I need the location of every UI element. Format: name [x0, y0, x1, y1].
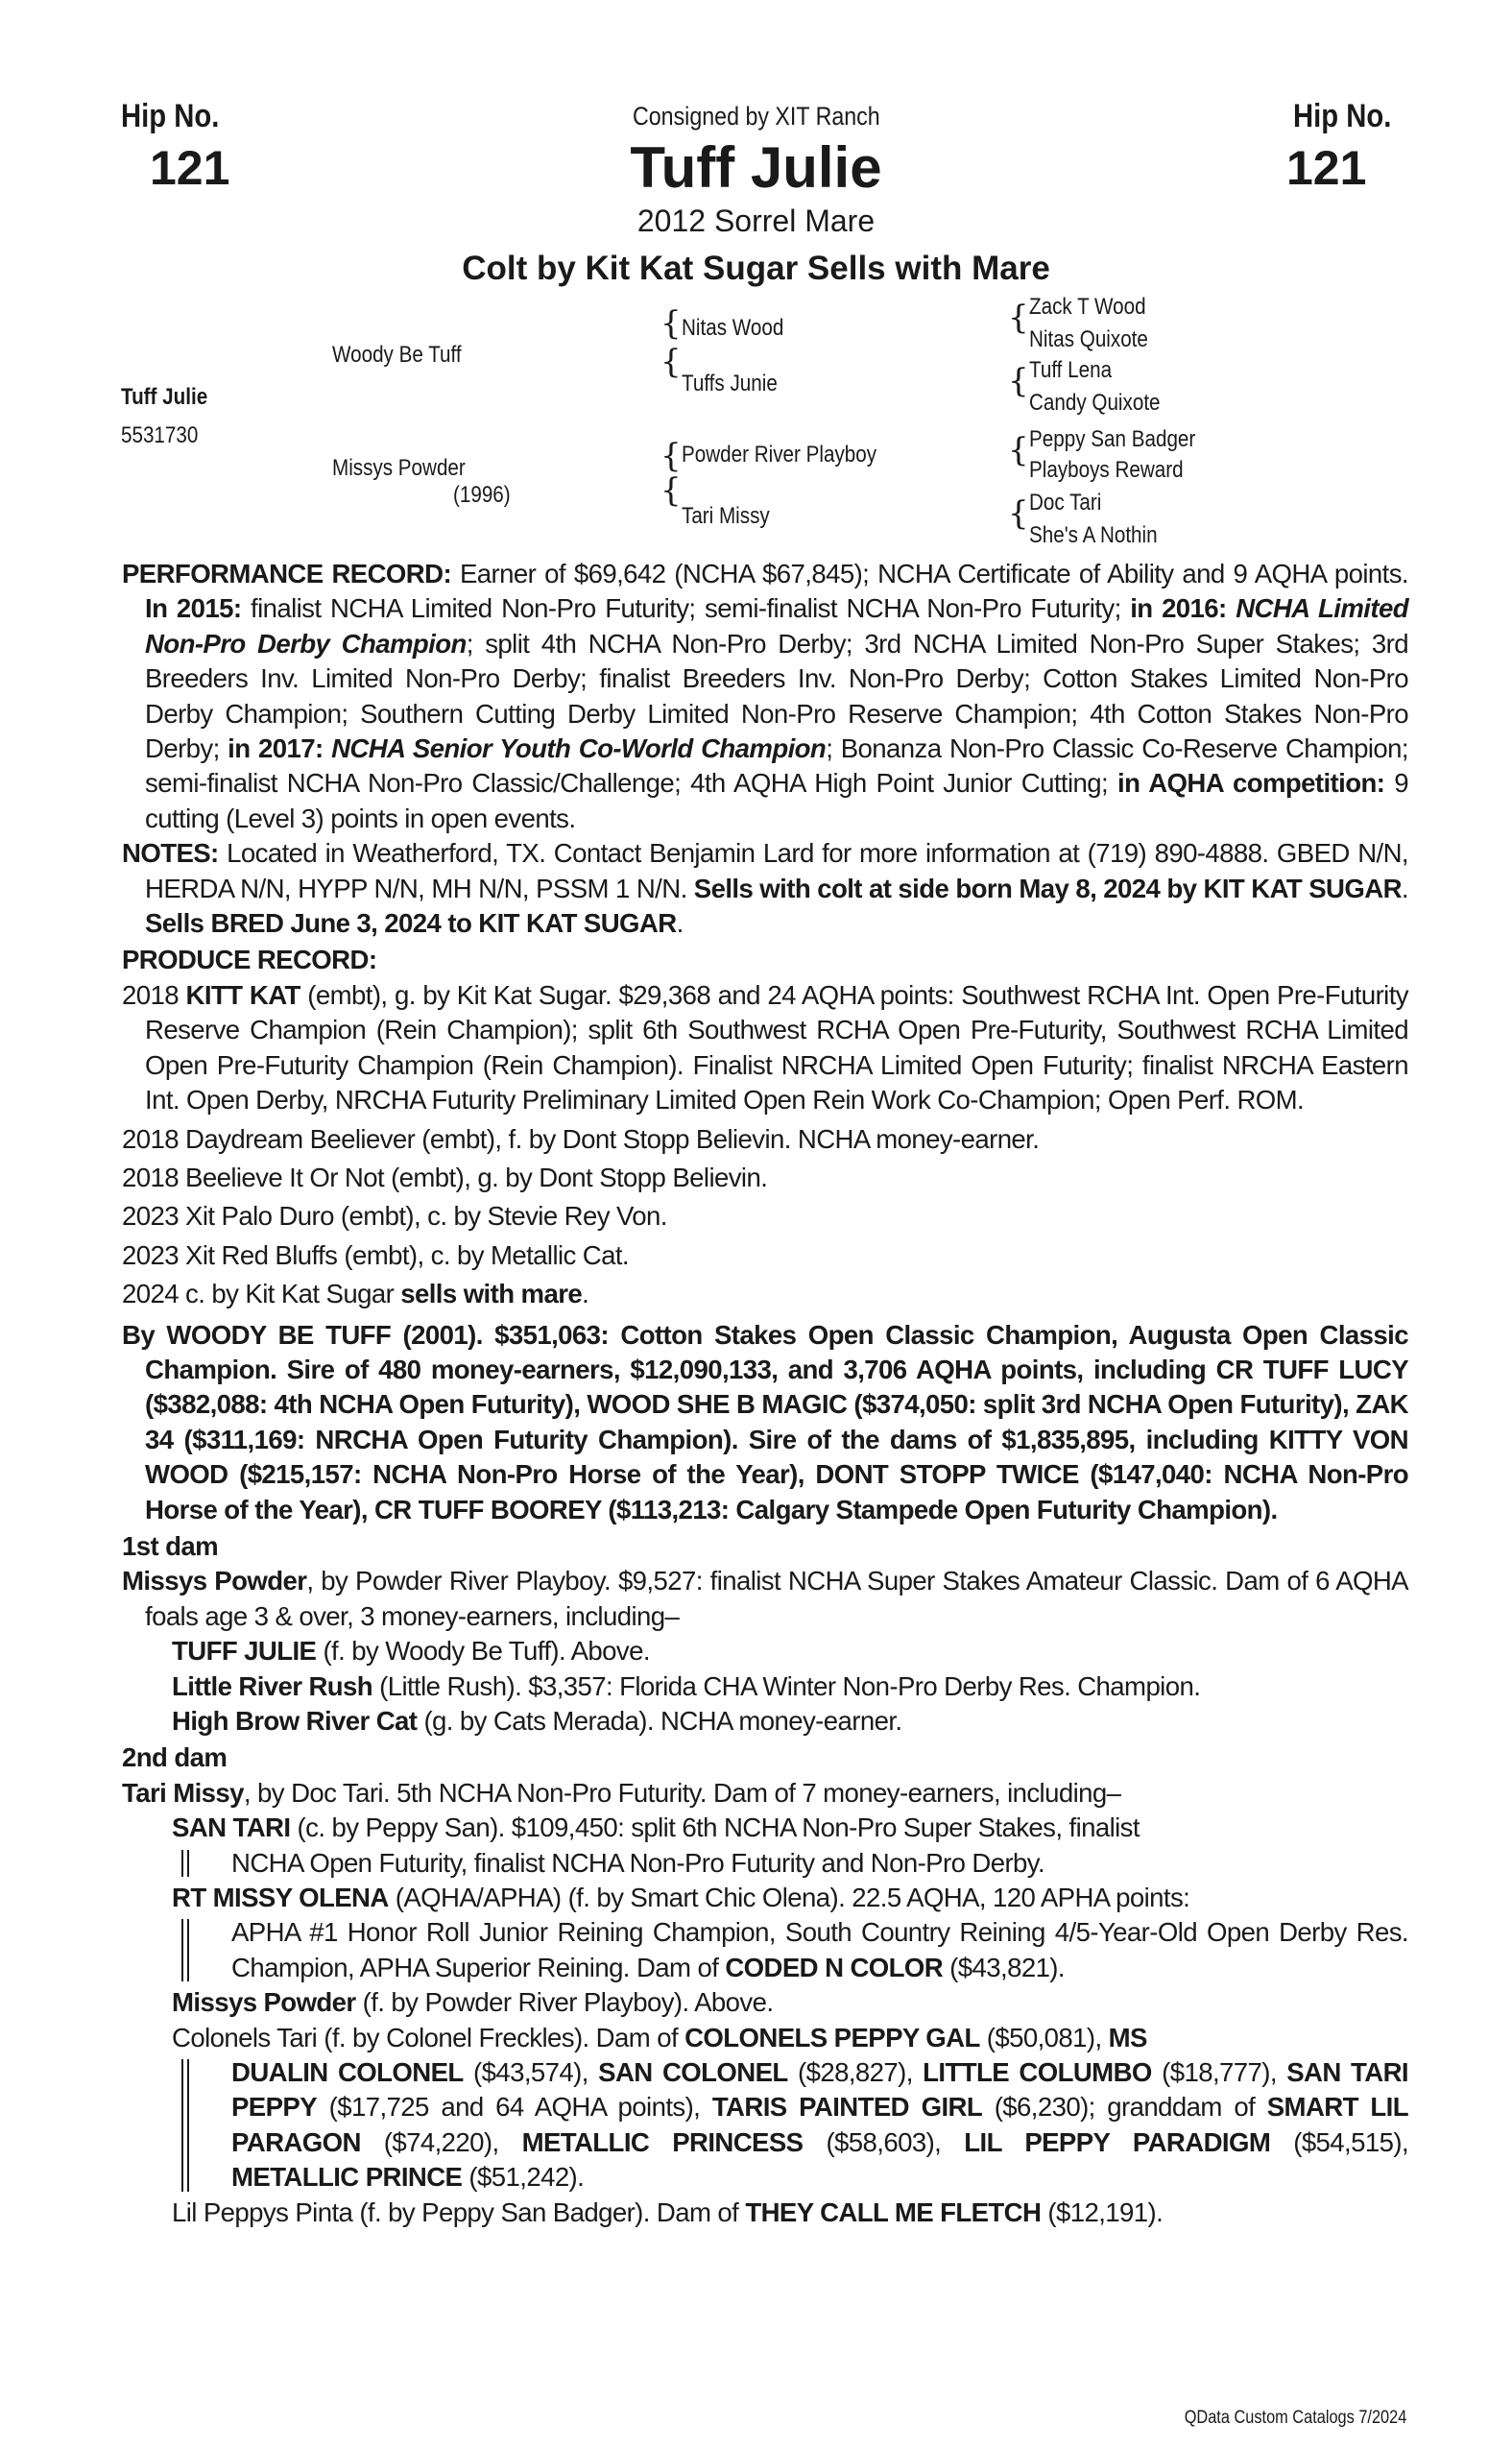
hip-number-right: 121: [1286, 141, 1367, 195]
produce-year: 2018: [122, 979, 186, 1010]
notes-sells-bred: Sells BRED June 3, 2024 to KIT KAT SUGAR: [145, 908, 677, 939]
offspring-name: SAN TARI: [172, 1812, 291, 1843]
performance-text-5: 9 cutting (Level 3) points in open events.: [145, 768, 1408, 833]
offspring-text: (f. by Woody Be Tuff). Above.: [316, 1636, 650, 1667]
notes-colt-at-side: Sells with colt at side born May 8, 2024 by KIT KAT SUGAR: [693, 873, 1402, 903]
offspring-text: ($51,242).: [462, 2162, 585, 2193]
pedigree-sire-dam: Tuffs Junie: [682, 371, 778, 396]
performance-2017: in 2017:: [228, 733, 324, 764]
offspring-row: [122, 2196, 1408, 2230]
performance-record: [122, 557, 1408, 836]
brace-g1: {: [1008, 299, 1029, 337]
notes-text-2: .: [1401, 873, 1408, 903]
offspring-text: (c. by Peppy San). $109,450: split 6th NCHA Non-Pro Super Stakes, finalist: [290, 1812, 1140, 1843]
pedigree-g4: Candy Quixote: [1029, 390, 1161, 416]
performance-aqha: in AQHA competition:: [1117, 768, 1385, 799]
performance-2016-highlight: NCHA Limited Non-Pro Derby Champion: [145, 593, 1408, 659]
offspring-continuation: [122, 1846, 1408, 1881]
offspring-text: ($43,574),: [463, 2057, 599, 2088]
offspring-text: (g. by Cats Merada). NCHA money-earner.: [417, 1706, 902, 1736]
offspring-text: ($43,821).: [943, 1952, 1065, 1982]
first-dam-label: 1st dam: [122, 1530, 219, 1561]
offspring-name: TUFF JULIE: [172, 1636, 317, 1667]
pedigree-g6: Playboys Reward: [1029, 457, 1184, 483]
notes-text-3: .: [676, 908, 684, 939]
offspring-name: LITTLE COLUMBO: [923, 2057, 1152, 2088]
produce-text: (embt), g. by Kit Kat Sugar. $29,368 and 24 AQHA points: Southwest RCHA Int. Open Pre-Futurity Reserve Champion (Rein Champion); split 6th Southwest RCHA Open Pre-Futurity, Southwest RCHA Limited Open Pre-Futurity Champion (Rein Champion). Finalist NRCHA Limited Open Futurity; finalist NRCHA Eastern Int. Open Derby, NRCHA Futurity Preliminary Limited Open Rein Work Co-Champion; Open Perf. ROM.: [145, 979, 1408, 1116]
offspring-row: [122, 1634, 1408, 1668]
offspring-text: (AQHA/APHA) (f. by Smart Chic Olena). 22.5 AQHA, 120 APHA points:: [388, 1883, 1190, 1913]
performance-text-3: ; split 4th NCHA Non-Pro Derby; 3rd NCHA Limited Non-Pro Super Stakes; 3rd Breeders Inv. Limited Non-Pro Derby; finalist Breeders Inv. Non-Pro Derby; Cotton Stakes Limited Non-Pro Derby Champion; Southern Cutting Derby Limited Non-Pro Reserve Champion; 4th Cotton Stakes Non-Pro Derby;: [145, 628, 1408, 764]
offspring-text: (f. by Powder River Playboy). Above.: [355, 1987, 774, 2018]
produce-name: KITT KAT: [185, 979, 300, 1010]
performance-text-1: Earner of $69,642 (NCHA $67,845); NCHA Certificate of Ability and 9 AQHA points.: [451, 559, 1408, 588]
generation-bars: [172, 2055, 231, 2196]
second-dam-text: , by Doc Tari. 5th NCHA Non-Pro Futurity. Dam of 7 money-earners, including–: [243, 1777, 1121, 1808]
offspring-row: [122, 1985, 1408, 2020]
hip-label-left: Hip No.: [121, 98, 220, 134]
offspring-name: METALLIC PRINCESS: [521, 2126, 804, 2157]
produce-row: 2018 Daydream Beeliever (embt), f. by Dont Stopp Believin. NCHA money-earner.: [122, 1123, 1040, 1154]
consignor: Consigned by XIT Ranch: [632, 102, 880, 131]
generation-bars: [172, 1915, 231, 1985]
offspring-row: [122, 1881, 1408, 1915]
catalog-body: [122, 557, 1408, 2230]
offspring-name: THEY CALL ME FLETCH: [745, 2196, 1042, 2227]
horse-title: Tuff Julie: [630, 135, 882, 200]
produce-row: [122, 1277, 1408, 1311]
pedigree-sire-sire: Nitas Wood: [682, 315, 784, 341]
offspring-row: [122, 2021, 1408, 2055]
produce-row: 2023 Xit Palo Duro (embt), c. by Stevie Rey Von.: [122, 1201, 667, 1232]
offspring-continuation: [122, 2055, 1408, 2196]
sells-with-banner: Colt by Kit Kat Sugar Sells with Mare: [462, 250, 1050, 287]
offspring-name: COLONELS PEPPY GAL: [684, 2022, 980, 2052]
offspring-name: High Brow River Cat: [172, 1706, 418, 1736]
pedigree-reg-number: 5531730: [121, 422, 199, 448]
first-dam: [122, 1564, 1408, 1634]
produce-text: .: [582, 1279, 589, 1309]
offspring-text: [231, 1915, 1408, 1985]
offspring-row: [122, 1811, 1408, 1845]
brace-sire-lower: {: [660, 343, 682, 381]
brace-sire: {: [660, 304, 682, 343]
offspring-name: SAN COLONEL: [598, 2057, 788, 2088]
performance-2016: in 2016:: [1130, 593, 1227, 624]
footer-wrap: [1148, 2408, 1406, 2429]
performance-label: PERFORMANCE RECORD:: [122, 559, 452, 588]
offspring-name: SMART LIL PARAGON: [231, 2092, 1409, 2157]
sire-paragraph: By WOODY BE TUFF (2001). $351,063: Cotton Stakes Open Classic Champion, Augusta Open Classic Champion. Sire of 480 money-earners, $12,090,133, and 3,706 AQHA points, including CR TUFF LUCY ($382,088: 4th NCHA Open Futurity), WOOD SHE B MAGIC ($374,050: split 3rd NCHA Open Futurity), ZAK 34 ($311,169: NRCHA Open Futurity Champion). Sire of the dams of $1,835,895, including KITTY VON WOOD ($215,157: NCHA Non-Pro Horse of the Year), DONT STOPP TWICE ($147,040: NCHA Non-Pro Horse of the Year), CR TUFF BOOREY ($113,213: Calgary Stampede Open Futurity Champion).: [122, 1319, 1408, 1524]
performance-text-2: finalist NCHA Limited Non-Pro Futurity; semi-finalist NCHA Non-Pro Futurity;: [241, 593, 1131, 624]
pedigree-g2: Nitas Quixote: [1029, 326, 1148, 352]
offspring-name: RT MISSY OLENA: [172, 1883, 389, 1913]
offspring-text: APHA #1 Honor Roll Junior Reining Champion, South Country Reining 4/5-Year-Old Open Derby Res. Champion, APHA Superior Reining. Dam of: [231, 1917, 1408, 1982]
produce-row: 2023 Xit Red Bluffs (embt), c. by Metallic Cat.: [122, 1239, 629, 1270]
notes-text-1: Located in Weatherford, TX. Contact Benjamin Lard for more information at (719) 890-4888. GBED N/N, HERDA N/N, HYPP N/N, MH N/N, PSSM 1 N/N.: [145, 838, 1408, 903]
notes: [122, 836, 1408, 941]
offspring-continuation: [122, 1915, 1408, 1985]
hip-number-left: 121: [150, 141, 230, 195]
brace-dam-lower: {: [660, 471, 682, 510]
pedigree-horse-name: Tuff Julie: [121, 384, 208, 410]
offspring-name: TARIS PAINTED GIRL: [711, 2092, 983, 2123]
offspring-text: ($74,220),: [360, 2126, 522, 2157]
second-dam: [122, 1776, 1408, 1811]
second-dam-label: 2nd dam: [122, 1742, 228, 1773]
pedigree-dam: Missys Powder: [332, 455, 466, 481]
performance-text-4: ; Bonanza Non-Pro Classic Co-Reserve Champion; semi-finalist NCHA Non-Pro Classic/Challenge; 4th AQHA High Point Junior Cutting;: [145, 733, 1408, 799]
produce-text: 2024 c. by Kit Kat Sugar: [122, 1279, 401, 1309]
brace-dam: {: [660, 437, 682, 475]
pedigree-dam-dam: Tari Missy: [682, 503, 770, 529]
offspring-name: LIL PEPPY PARADIGM: [964, 2126, 1271, 2157]
offspring-text: Lil Peppys Pinta (f. by Peppy San Badger). Dam of: [172, 2196, 746, 2227]
pedigree-g8: She's A Nothin: [1029, 522, 1158, 548]
offspring-text: ($28,827),: [787, 2057, 924, 2088]
consignor-wrap: [0, 102, 1512, 132]
offspring-name: SAN TARI PEPPY: [231, 2057, 1408, 2123]
pedigree-dam-sire: Powder River Playboy: [682, 442, 877, 468]
offspring-row: [122, 1704, 1408, 1739]
horse-description: 2012 Sorrel Mare: [636, 204, 876, 238]
offspring-text: ($50,081),: [979, 2022, 1109, 2052]
offspring-text: ($58,603),: [803, 2126, 965, 2157]
brace-g7: {: [1008, 494, 1029, 533]
generation-bars: [172, 1846, 231, 1881]
offspring-text: NCHA Open Futurity, finalist NCHA Non-Pro Futurity and Non-Pro Derby.: [231, 1847, 1045, 1878]
offspring-name: Little River Rush: [172, 1670, 373, 1701]
second-dam-name: Tari Missy: [122, 1777, 244, 1808]
performance-2015: In 2015:: [145, 593, 242, 624]
notes-label: NOTES:: [122, 838, 219, 869]
offspring-text: Colonels Tari (f. by Colonel Freckles). Dam of: [172, 2022, 685, 2052]
offspring-text: ($12,191).: [1041, 2196, 1164, 2227]
first-dam-name: Missys Powder: [122, 1566, 307, 1596]
pedigree-dam-year: (1996): [453, 482, 511, 508]
produce-row: [122, 978, 1408, 1118]
hip-label-right: Hip No.: [1293, 98, 1392, 134]
offspring-text: ($6,230); granddam of: [982, 2092, 1267, 2123]
brace-g5: {: [1008, 431, 1029, 469]
pedigree-g3: Tuff Lena: [1029, 357, 1113, 383]
brace-g3: {: [1008, 362, 1029, 400]
pedigree-g5: Peppy San Badger: [1029, 426, 1196, 452]
pedigree-g7: Doc Tari: [1029, 490, 1102, 516]
first-dam-text: , by Powder River Playboy. $9,527: finalist NCHA Super Stakes Amateur Classic. Dam of 6 AQHA foals age 3 & over, 3 money-earners, including–: [145, 1566, 1408, 1631]
produce-sells-with-mare: sells with mare: [400, 1279, 583, 1309]
offspring-name: Missys Powder: [172, 1987, 356, 2018]
offspring-text: ($17,725 and 64 AQHA points),: [317, 2092, 712, 2123]
offspring-name: CODED N COLOR: [725, 1952, 944, 1982]
offspring-text: ($54,515),: [1270, 2126, 1409, 2157]
produce-row: 2018 Beelieve It Or Not (embt), g. by Dont Stopp Believin.: [122, 1162, 768, 1192]
offspring-name: DUALIN COLONEL: [231, 2057, 464, 2088]
performance-2017-highlight: NCHA Senior Youth Co-World Champion: [331, 733, 827, 764]
offspring-text: ($18,777),: [1151, 2057, 1287, 2088]
pedigree-g1: Zack T Wood: [1029, 294, 1146, 320]
offspring-text: (Little Rush). $3,357: Florida CHA Winter Non-Pro Derby Res. Champion.: [372, 1670, 1201, 1701]
offspring-text: [231, 2055, 1408, 2196]
offspring-name: MS: [1108, 2022, 1147, 2052]
pedigree-sire: Woody Be Tuff: [332, 342, 462, 368]
produce-label: PRODUCE RECORD:: [122, 945, 377, 975]
offspring-row: [122, 1669, 1408, 1704]
offspring-name: METALLIC PRINCE: [231, 2162, 463, 2193]
footer-credit: QData Custom Catalogs 7/2024: [1184, 2408, 1406, 2428]
